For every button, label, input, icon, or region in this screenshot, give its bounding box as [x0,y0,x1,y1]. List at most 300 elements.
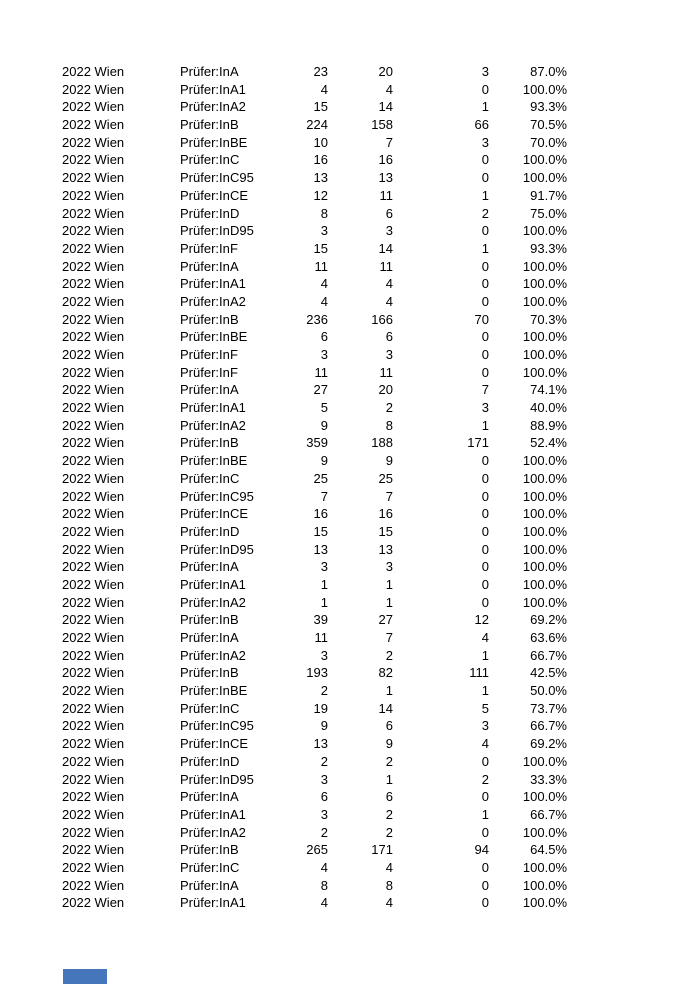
cell-total: 10 [313,134,328,150]
cell-examiner: Prüfer:In [180,559,230,575]
cell-pass_rate: 100.0% [522,276,567,292]
cell-category: A2 [230,824,246,840]
cell-passed: 82 [378,665,393,681]
cell-examiner: Prüfer:In [180,488,230,504]
cell-pass_rate: 100.0% [522,523,567,539]
cell-period: 2022 Wien [62,400,125,416]
cell-category: A [230,559,239,575]
cell-passed: 4 [385,859,393,875]
cell-category: D95 [230,223,254,239]
cell-category: A1 [230,806,246,822]
cell-category: F [230,240,238,256]
cell-passed: 8 [385,877,393,893]
cell-category: D [230,753,240,769]
cell-category: A2 [230,594,246,610]
cell-failed: 1 [481,683,489,699]
cell-passed: 14 [378,700,393,716]
cell-period: 2022 Wien [62,541,125,557]
cell-category: BE [230,329,248,345]
cell-failed: 0 [481,453,489,469]
cell-category: A2 [230,293,246,309]
cell-passed: 3 [385,559,393,575]
cell-examiner: Prüfer:In [180,364,230,380]
cell-pass_rate: 100.0% [522,594,567,610]
cell-examiner: Prüfer:In [180,276,230,292]
cell-failed: 0 [481,559,489,575]
cell-examiner: Prüfer:In [180,523,230,539]
cell-category: A1 [230,576,246,592]
cell-period: 2022 Wien [62,789,125,805]
cell-period: 2022 Wien [62,683,125,699]
cell-period: 2022 Wien [62,152,125,168]
cell-pass_rate: 69.2% [530,612,567,628]
cell-failed: 1 [481,417,489,433]
cell-failed: 0 [481,895,489,911]
cell-period: 2022 Wien [62,665,125,681]
cell-passed: 7 [385,630,393,645]
cell-total: 9 [320,417,328,433]
cell-passed: 14 [378,99,393,115]
cell-passed: 25 [378,470,393,486]
cell-passed: 2 [385,753,393,769]
cell-passed: 15 [378,523,393,539]
cell-failed: 0 [481,789,489,805]
cell-period: 2022 Wien [62,276,125,292]
cell-total: 13 [313,541,328,557]
cell-examiner: Prüfer:In [180,771,230,787]
cell-category: A1 [230,400,246,416]
cell-pass_rate: 70.5% [530,117,567,133]
cell-examiner: Prüfer:In [180,240,230,256]
cell-failed: 1 [481,187,489,203]
cell-pass_rate: 100.0% [522,895,567,911]
cell-pass_rate: 93.3% [530,99,567,115]
cell-failed: 1 [481,647,489,663]
cell-passed: 8 [385,417,393,433]
cell-examiner: Prüfer:In [180,435,230,451]
cell-pass_rate: 100.0% [522,347,567,362]
cell-period: 2022 Wien [62,594,125,610]
cell-pass_rate: 66.7% [530,806,567,822]
cell-examiner: Prüfer:In [180,258,230,274]
cell-period: 2022 Wien [62,258,125,274]
cell-passed: 4 [385,276,393,292]
cell-period: 2022 Wien [62,824,125,840]
cell-category: A [230,789,239,805]
cell-period: 2022 Wien [62,647,125,663]
cell-total: 3 [320,223,328,239]
cell-category: D95 [230,541,254,557]
cell-period: 2022 Wien [62,859,125,875]
cell-pass_rate: 100.0% [522,488,567,504]
cell-total: 1 [320,576,328,592]
cell-failed: 0 [481,859,489,875]
cell-pass_rate: 75.0% [530,205,567,221]
cell-total: 11 [314,630,328,645]
cell-examiner: Prüfer:In [180,630,230,645]
cell-pass_rate: 100.0% [522,506,567,522]
cell-passed: 1 [385,771,393,787]
cell-passed: 1 [385,576,393,592]
cell-category: B [230,842,239,858]
cell-period: 2022 Wien [62,311,125,327]
cell-pass_rate: 100.0% [522,329,567,345]
cell-pass_rate: 100.0% [522,789,567,805]
cell-examiner: Prüfer:In [180,417,230,433]
cell-total: 7 [320,488,328,504]
cell-total: 12 [313,187,328,203]
cell-passed: 188 [371,435,393,451]
cell-passed: 16 [378,152,393,168]
cell-category: A [230,258,239,274]
cell-category: B [230,311,239,327]
cell-failed: 5 [481,700,489,716]
cell-failed: 0 [481,824,489,840]
cell-pass_rate: 50.0% [530,683,567,699]
cell-failed: 0 [481,753,489,769]
cell-total: 4 [320,276,328,292]
cell-failed: 0 [481,488,489,504]
cell-period: 2022 Wien [62,417,125,433]
cell-passed: 2 [385,824,393,840]
cell-failed: 0 [481,576,489,592]
cell-category: A2 [230,647,246,663]
cell-failed: 0 [481,506,489,522]
cell-period: 2022 Wien [62,117,125,133]
cell-period: 2022 Wien [62,240,125,256]
cell-examiner: Prüfer:In [180,824,230,840]
cell-pass_rate: 100.0% [522,470,567,486]
cell-period: 2022 Wien [62,347,125,362]
cell-period: 2022 Wien [62,736,125,752]
cell-category: C95 [230,488,254,504]
cell-total: 8 [320,205,328,221]
cell-passed: 11 [379,364,393,380]
cell-total: 4 [320,81,328,97]
cell-pass_rate: 69.2% [530,736,567,752]
cell-examiner: Prüfer:In [180,347,230,362]
cell-examiner: Prüfer:In [180,134,230,150]
cell-examiner: Prüfer:In [180,736,230,752]
cell-total: 265 [306,842,328,858]
cell-examiner: Prüfer:In [180,576,230,592]
cell-total: 15 [313,523,328,539]
cell-failed: 171 [467,435,489,451]
cell-category: B [230,117,239,133]
cell-period: 2022 Wien [62,895,125,911]
cell-passed: 27 [378,612,393,628]
cell-total: 11 [314,364,328,380]
cell-period: 2022 Wien [62,718,125,734]
cell-examiner: Prüfer:In [180,612,230,628]
cell-examiner: Prüfer:In [180,541,230,557]
cell-failed: 66 [474,117,489,133]
cell-total: 9 [320,453,328,469]
cell-total: 3 [320,806,328,822]
cell-period: 2022 Wien [62,134,125,150]
cell-period: 2022 Wien [62,506,125,522]
cell-failed: 0 [481,347,489,362]
cell-total: 19 [313,700,328,716]
cell-category: C [230,470,240,486]
cell-pass_rate: 100.0% [522,81,567,97]
cell-pass_rate: 52.4% [530,435,567,451]
cell-period: 2022 Wien [62,187,125,203]
cell-pass_rate: 100.0% [522,824,567,840]
cell-period: 2022 Wien [62,842,125,858]
cell-passed: 6 [385,718,393,734]
cell-category: A2 [230,417,246,433]
cell-examiner: Prüfer:In [180,700,230,716]
results-table [62,63,567,912]
cell-passed: 7 [385,134,393,150]
cell-category: C95 [230,718,254,734]
cell-category: CE [230,187,249,203]
cell-examiner: Prüfer:In [180,81,230,97]
cell-pass_rate: 100.0% [522,453,567,469]
cell-failed: 0 [481,877,489,893]
cell-failed: 4 [481,736,489,752]
cell-pass_rate: 100.0% [522,877,567,893]
cell-pass_rate: 100.0% [522,576,567,592]
cell-failed: 111 [469,665,489,681]
cell-pass_rate: 100.0% [522,258,567,274]
cell-period: 2022 Wien [62,81,125,97]
cell-failed: 0 [481,329,489,345]
cell-passed: 2 [385,400,393,416]
cell-category: B [230,612,239,628]
cell-total: 224 [306,117,328,133]
cell-passed: 6 [385,789,393,805]
cell-examiner: Prüfer:In [180,99,230,115]
cell-examiner: Prüfer:In [180,895,230,911]
cell-examiner: Prüfer:In [180,152,230,168]
cell-total: 23 [313,64,328,79]
cell-examiner: Prüfer:In [180,293,230,309]
cell-failed: 3 [481,64,489,79]
cell-passed: 171 [371,842,393,858]
cell-total: 2 [320,824,328,840]
cell-passed: 3 [385,347,393,362]
cell-category: C [230,152,240,168]
cell-failed: 0 [481,170,489,186]
cell-period: 2022 Wien [62,806,125,822]
cell-category: D95 [230,771,254,787]
cell-total: 13 [313,170,328,186]
cell-pass_rate: 100.0% [522,559,567,575]
cell-total: 4 [320,859,328,875]
footer-marker [63,969,107,984]
cell-passed: 2 [385,806,393,822]
cell-total: 5 [320,400,328,416]
cell-total: 3 [320,347,328,362]
cell-pass_rate: 100.0% [522,541,567,557]
cell-failed: 1 [481,99,489,115]
cell-period: 2022 Wien [62,576,125,592]
cell-pass_rate: 42.5% [530,665,567,681]
cell-failed: 1 [481,806,489,822]
cell-category: A1 [230,81,246,97]
cell-total: 16 [313,152,328,168]
cell-pass_rate: 100.0% [522,859,567,875]
cell-total: 25 [313,470,328,486]
cell-category: B [230,665,239,681]
cell-failed: 0 [481,258,489,274]
cell-examiner: Prüfer:In [180,205,230,221]
cell-total: 2 [320,753,328,769]
cell-category: BE [230,683,248,699]
cell-category: BE [230,453,248,469]
cell-examiner: Prüfer:In [180,187,230,203]
cell-passed: 11 [379,258,393,274]
cell-total: 359 [306,435,328,451]
cell-examiner: Prüfer:In [180,665,230,681]
cell-examiner: Prüfer:In [180,117,230,133]
cell-examiner: Prüfer:In [180,647,230,663]
cell-period: 2022 Wien [62,329,125,345]
cell-total: 2 [320,683,328,699]
cell-pass_rate: 33.3% [530,771,567,787]
cell-total: 16 [313,506,328,522]
cell-pass_rate: 100.0% [522,753,567,769]
cell-period: 2022 Wien [62,559,125,575]
cell-passed: 20 [378,64,393,79]
cell-examiner: Prüfer:In [180,170,230,186]
cell-pass_rate: 74.1% [530,382,567,398]
cell-passed: 1 [385,594,393,610]
cell-passed: 6 [385,329,393,345]
cell-pass_rate: 87.0% [530,64,567,79]
cell-examiner: Prüfer:In [180,806,230,822]
cell-passed: 14 [378,240,393,256]
cell-category: A [230,877,239,893]
cell-examiner: Prüfer:In [180,877,230,893]
cell-total: 6 [320,789,328,805]
cell-failed: 0 [481,470,489,486]
cell-examiner: Prüfer:In [180,400,230,416]
cell-examiner: Prüfer:In [180,506,230,522]
cell-period: 2022 Wien [62,293,125,309]
cell-total: 15 [313,99,328,115]
cell-passed: 6 [385,205,393,221]
cell-total: 3 [320,647,328,663]
cell-total: 3 [320,771,328,787]
cell-total: 193 [306,665,328,681]
cell-period: 2022 Wien [62,435,125,451]
cell-examiner: Prüfer:In [180,382,230,398]
cell-pass_rate: 100.0% [522,170,567,186]
cell-failed: 12 [474,612,489,628]
cell-passed: 9 [385,453,393,469]
cell-failed: 70 [474,311,489,327]
cell-passed: 16 [378,506,393,522]
cell-failed: 4 [481,630,489,645]
cell-pass_rate: 63.6% [530,630,567,645]
cell-category: D [230,205,240,221]
cell-category: CE [230,736,249,752]
cell-period: 2022 Wien [62,612,125,628]
cell-examiner: Prüfer:In [180,64,230,79]
cell-category: C95 [230,170,254,186]
cell-pass_rate: 100.0% [522,223,567,239]
cell-examiner: Prüfer:In [180,470,230,486]
cell-period: 2022 Wien [62,453,125,469]
cell-pass_rate: 73.7% [530,700,567,716]
cell-period: 2022 Wien [62,523,125,539]
cell-period: 2022 Wien [62,99,125,115]
cell-failed: 94 [474,842,489,858]
cell-category: C [230,700,240,716]
cell-examiner: Prüfer:In [180,223,230,239]
cell-category: A [230,382,239,398]
cell-category: A1 [230,895,246,911]
cell-period: 2022 Wien [62,488,125,504]
cell-pass_rate: 66.7% [530,647,567,663]
cell-pass_rate: 100.0% [522,293,567,309]
cell-failed: 0 [481,276,489,292]
cell-total: 13 [313,736,328,752]
cell-category: D [230,523,240,539]
cell-pass_rate: 40.0% [530,400,567,416]
cell-examiner: Prüfer:In [180,311,230,327]
cell-passed: 1 [385,683,393,699]
cell-passed: 9 [385,736,393,752]
cell-pass_rate: 70.3% [530,311,567,327]
cell-pass_rate: 70.0% [530,134,567,150]
cell-category: C [230,859,240,875]
cell-failed: 0 [481,523,489,539]
cell-total: 15 [313,240,328,256]
cell-passed: 4 [385,81,393,97]
cell-examiner: Prüfer:In [180,329,230,345]
cell-total: 4 [320,895,328,911]
cell-failed: 0 [481,364,489,380]
cell-failed: 7 [481,382,489,398]
cell-passed: 13 [378,541,393,557]
cell-passed: 166 [371,311,393,327]
cell-period: 2022 Wien [62,630,125,645]
cell-pass_rate: 91.7% [530,187,567,203]
cell-failed: 0 [481,594,489,610]
cell-passed: 13 [378,170,393,186]
cell-failed: 0 [481,223,489,239]
cell-category: A1 [230,276,246,292]
cell-examiner: Prüfer:In [180,842,230,858]
cell-passed: 4 [385,895,393,911]
cell-failed: 3 [481,718,489,734]
cell-total: 9 [320,718,328,734]
cell-passed: 3 [385,223,393,239]
cell-pass_rate: 100.0% [522,152,567,168]
cell-failed: 0 [481,541,489,557]
cell-period: 2022 Wien [62,170,125,186]
cell-category: A [230,630,239,645]
cell-total: 236 [306,311,328,327]
cell-total: 39 [313,612,328,628]
cell-failed: 3 [481,400,489,416]
cell-period: 2022 Wien [62,877,125,893]
cell-category: B [230,435,239,451]
cell-total: 4 [320,293,328,309]
cell-failed: 0 [481,152,489,168]
cell-passed: 7 [385,488,393,504]
cell-category: A2 [230,99,246,115]
cell-examiner: Prüfer:In [180,453,230,469]
cell-period: 2022 Wien [62,470,125,486]
cell-period: 2022 Wien [62,364,125,380]
cell-total: 11 [314,258,328,274]
cell-failed: 0 [481,81,489,97]
